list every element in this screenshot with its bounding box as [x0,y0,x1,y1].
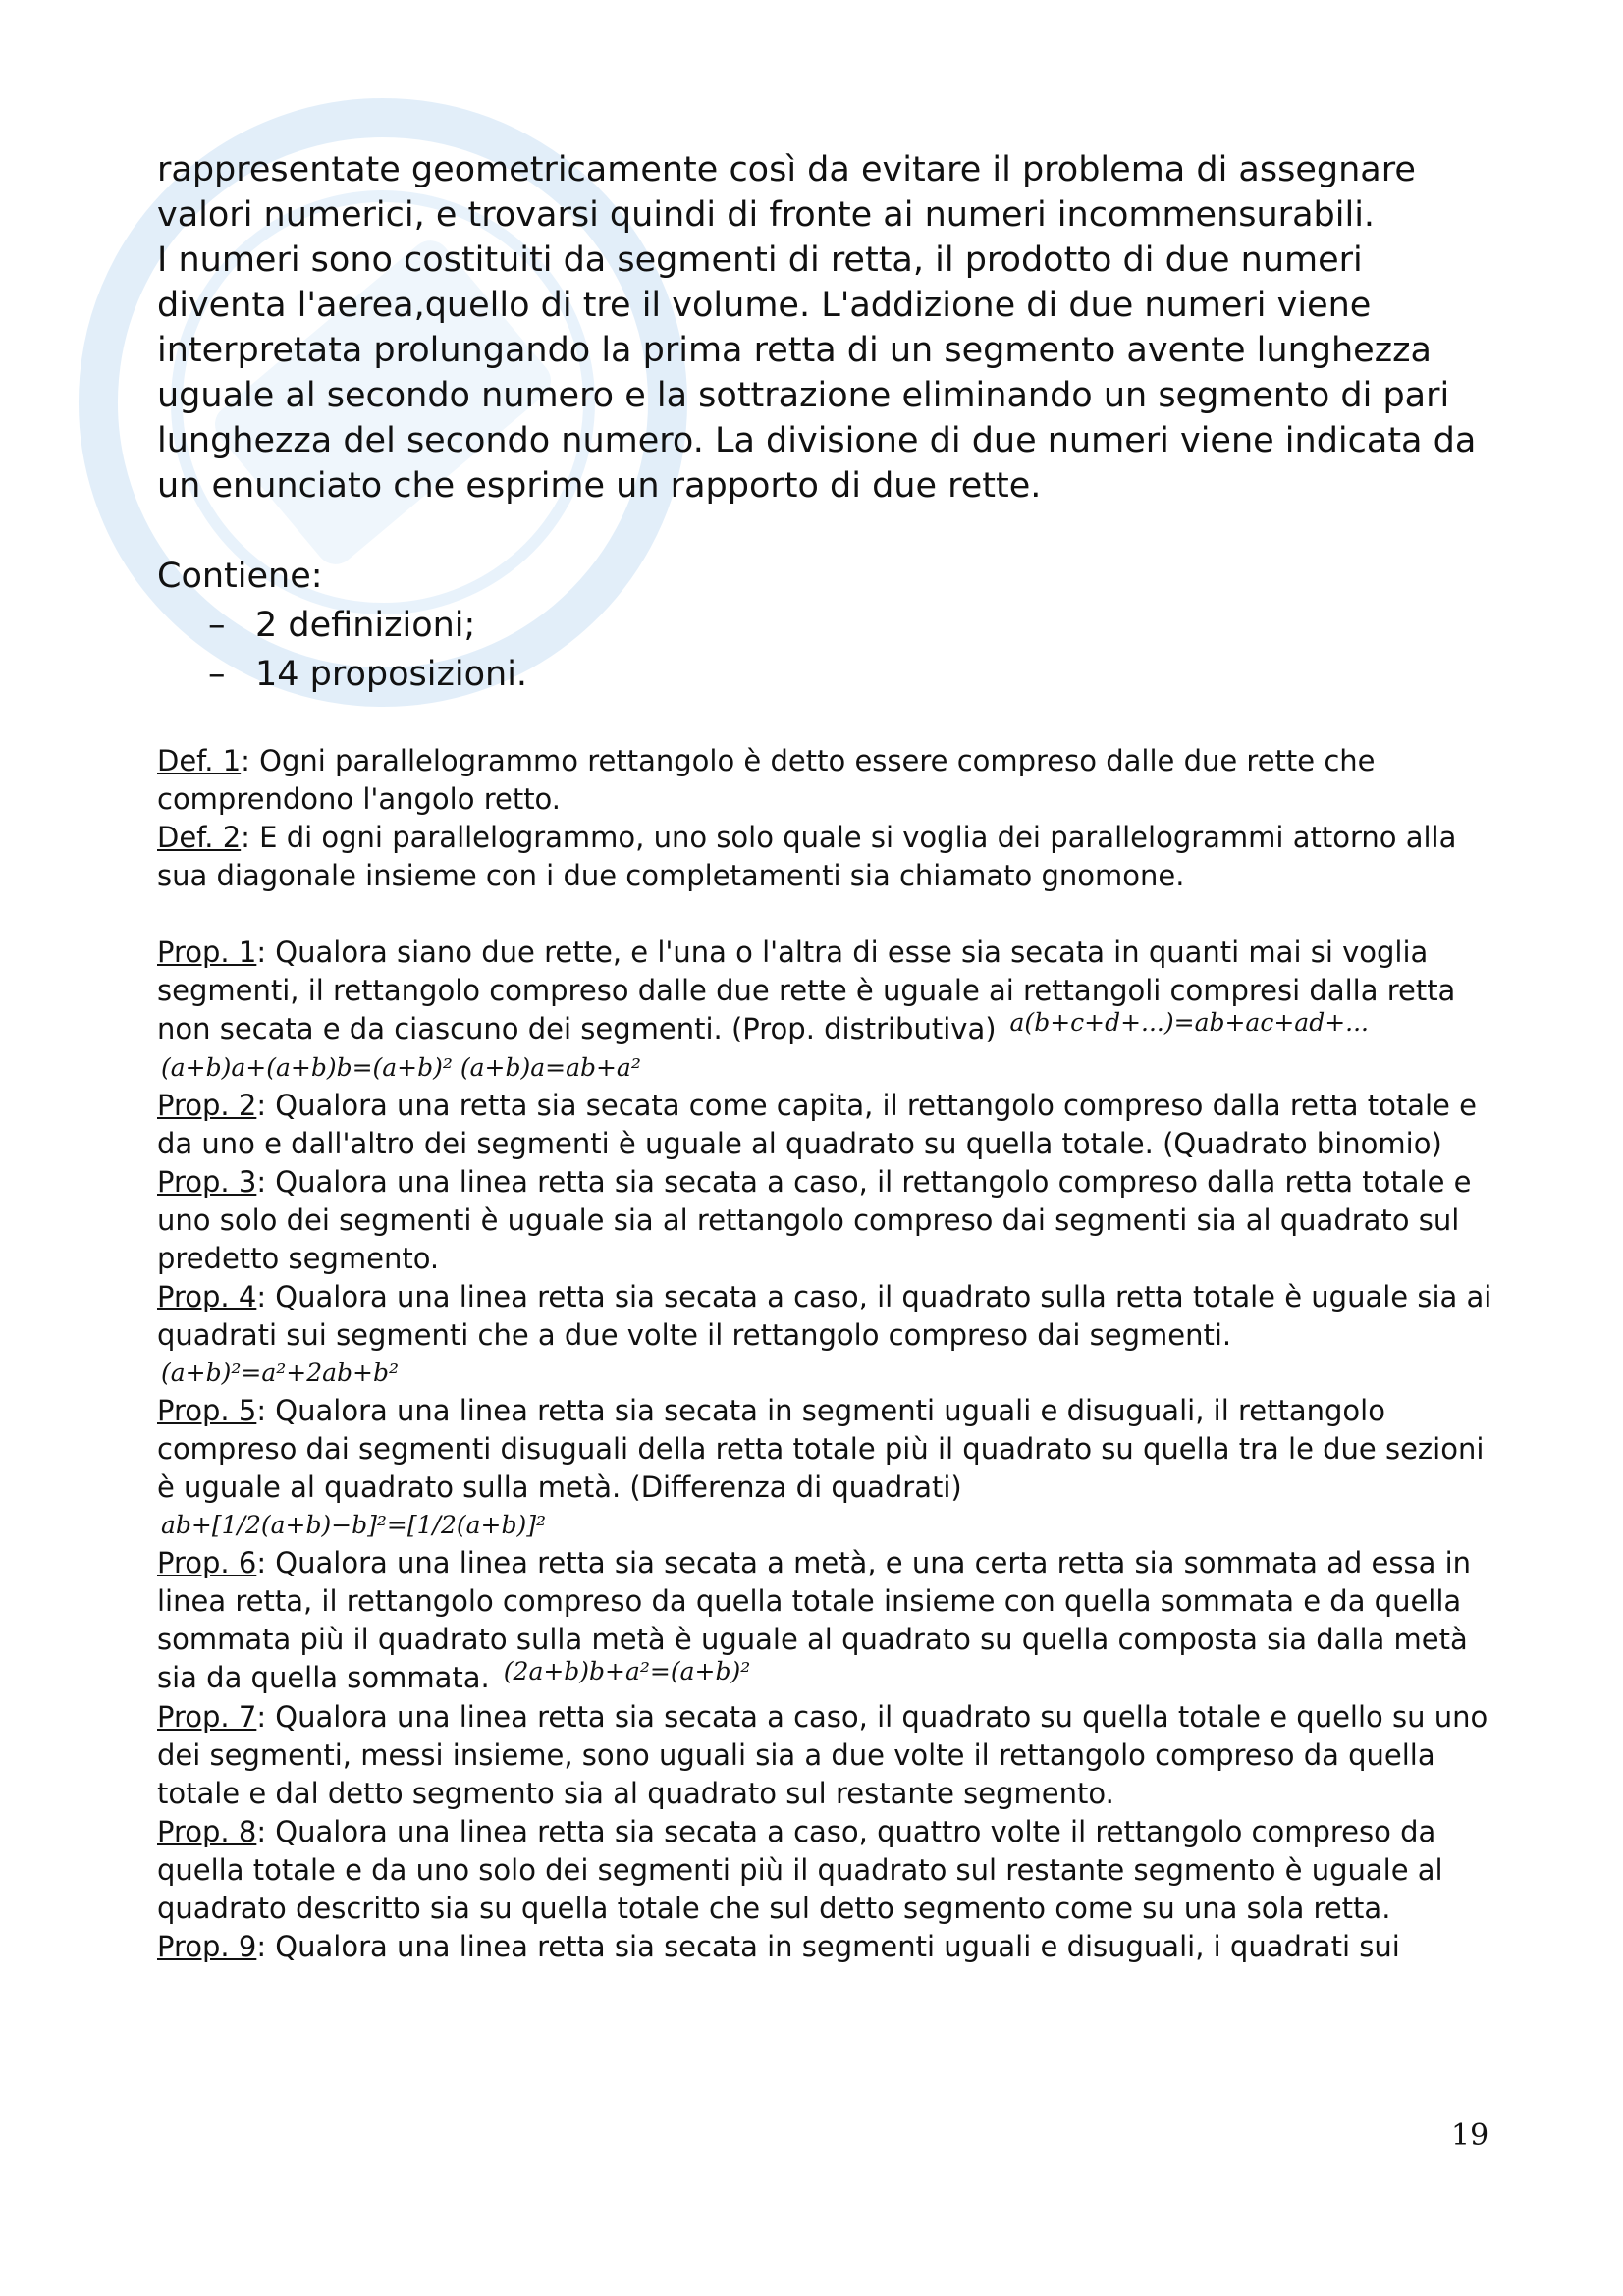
definitions [157,742,1492,895]
intro-line: un enunciato che esprime un rapporto di due rette. [157,466,1042,506]
dash-bullet: – [208,606,226,645]
intro-line: rappresentate geometricamente così da evitare il problema di assegnare [157,150,1416,189]
dash-bullet: – [208,655,226,694]
formula: a(b+c+d+...)=ab+ac+ad+... [1009,1008,1369,1037]
proposition-5: Prop. 5: Qualora una linea retta sia secata in segmenti uguali e disuguali, il rettangolo compreso dai segmenti disuguali della retta totale più il quadrato su quella tra le due sezioni è uguale al quadrato sulla metà. (Differenza di quadrati) [157,1394,1485,1504]
contents-summary [157,552,1492,699]
page-content [157,147,1492,1966]
formula: (a+b)a+(a+b)b=(a+b)² (a+b)a=ab+a² [161,1053,641,1082]
list-item: – 14 proposizioni. [208,650,1492,699]
proposition-6: Prop. 6: Qualora una linea retta sia secata a metà, e una certa retta sia sommata ad essa in linea retta, il rettangolo compreso da quella totale insieme con quella sommata e da quella sommata più il quadrato sulla metà è uguale al quadrato su quella composta sia dalla metà sia da quella sommata. (2a+b)b+a²=(a+b)² [157,1546,1472,1694]
contents-list [157,601,1492,699]
definition-2: Def. 2: E di ogni parallelogrammo, uno solo quale si voglia dei parallelogrammi attorno alla sua diagonale insieme con i due completamenti sia chiamato gnomone. [157,821,1457,892]
proposition-9: Prop. 9: Qualora una linea retta sia secata in segmenti uguali e disuguali, i quadrati sui [157,1930,1400,1963]
definition-label: Def. 2 [157,821,242,854]
proposition-2: Prop. 2: Qualora una retta sia secata come capita, il rettangolo compreso dalla retta totale e da uno e dall'altro dei segmenti è uguale al quadrato su quella totale. (Quadrato binomio) [157,1089,1477,1160]
intro-paragraph [157,147,1492,508]
proposition-label: Prop. 4 [157,1280,257,1313]
proposition-label: Prop. 6 [157,1546,257,1579]
proposition-8: Prop. 8: Qualora una linea retta sia secata a caso, quattro volte il rettangolo compreso da quella totale e da uno solo dei segmenti più il quadrato sul restante segmento è uguale al quadrato descritto sia su quella totale che sul detto segmento come su una sola retta. [157,1815,1443,1925]
proposition-label: Prop. 3 [157,1165,257,1199]
proposition-label: Prop. 8 [157,1815,257,1848]
proposition-3: Prop. 3: Qualora una linea retta sia secata a caso, il rettangolo compreso dalla retta totale e uno solo dei segmenti è uguale sia al rettangolo compreso dai segmenti sia al quadrato sul predetto segmento. [157,1165,1472,1275]
proposition-7: Prop. 7: Qualora una linea retta sia secata a caso, il quadrato su quella totale e quello su uno dei segmenti, messi insieme, sono uguali sia a due volte il rettangolo compreso da quella totale e dal detto segmento sia al quadrato sul restante segmento. [157,1700,1488,1810]
contents-lead: Contiene: [157,557,323,596]
formula: (a+b)²=a²+2ab+b² [161,1359,399,1387]
proposition-4: Prop. 4: Qualora una linea retta sia secata a caso, il quadrato sulla retta totale è uguale sia ai quadrati sui segmenti che a due volte il rettangolo compreso dai segmenti. [157,1280,1492,1352]
proposition-label: Prop. 2 [157,1089,257,1122]
propositions [157,934,1492,1966]
intro-line: I numeri sono costituiti da segmenti di retta, il prodotto di due numeri [157,240,1363,280]
intro-line: valori numerici, e trovarsi quindi di fronte ai numeri incommensurabili. [157,195,1376,235]
proposition-label: Prop. 5 [157,1394,257,1427]
intro-line: diventa l'aerea,quello di tre il volume. L'addizione di due numeri viene [157,286,1372,325]
proposition-label: Prop. 7 [157,1700,257,1734]
list-item: – 2 definizioni; [208,601,1492,650]
formula: ab+[1/2(a+b)−b]²=[1/2(a+b)]² [161,1511,547,1539]
intro-line: uguale al secondo numero e la sottrazione eliminando un segmento di pari [157,376,1450,415]
proposition-1: Prop. 1: Qualora siano due rette, e l'una o l'altra di esse sia secata in quanti mai si voglia segmenti, il rettangolo compreso dalle due rette è uguale ai rettangoli compresi dalla retta non secata e da ciascuno dei segmenti. (Prop. distributiva) a(b+c+d+...)=ab+ac+ad+... [157,935,1456,1045]
proposition-label: Prop. 9 [157,1930,257,1963]
intro-line: interpretata prolungando la prima retta di un segmento avente lunghezza [157,331,1432,370]
intro-line: lunghezza del secondo numero. La divisione di due numeri viene indicata da [157,421,1477,460]
page-number: 19 [1451,2118,1489,2153]
proposition-label: Prop. 1 [157,935,257,969]
definition-1: Def. 1: Ogni parallelogrammo rettangolo è detto essere compreso dalle due rette che comprendono l'angolo retto. [157,744,1376,816]
formula: (2a+b)b+a²=(a+b)² [503,1657,751,1685]
definition-label: Def. 1 [157,744,242,777]
